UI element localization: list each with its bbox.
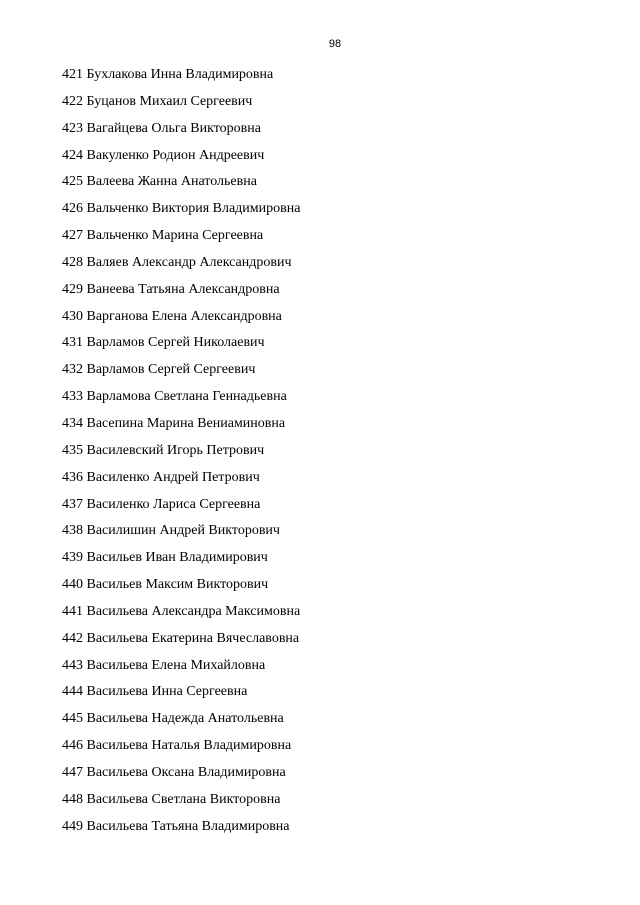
- list-item: 444 Васильева Инна Сергеевна: [62, 684, 248, 700]
- list-item: 427 Вальченко Марина Сергеевна: [62, 228, 264, 244]
- list-item: 428 Валяев Александр Александрович: [62, 254, 292, 270]
- list-item: 430 Варганова Елена Александровна: [62, 308, 282, 324]
- list-item: 421 Бухлакова Инна Владимировна: [62, 67, 274, 82]
- list-item: 426 Вальченко Виктория Владимировна: [62, 201, 301, 217]
- list-item: 423 Вагайцева Ольга Викторовна: [62, 120, 261, 136]
- list-item: 424 Вакуленко Родион Андреевич: [62, 147, 265, 163]
- list-item: 433 Варламова Светлана Геннадьевна: [62, 389, 287, 405]
- list-item: 431 Варламов Сергей Николаевич: [62, 335, 265, 351]
- list-item: 446 Васильева Наталья Владимировна: [62, 738, 292, 754]
- list-item: 422 Буцанов Михаил Сергеевич: [62, 93, 253, 109]
- list-item: 443 Васильева Елена Михайловна: [62, 657, 266, 673]
- list-item: 432 Варламов Сергей Сергеевич: [62, 362, 256, 378]
- page-number: 98: [328, 38, 342, 50]
- list-item: 439 Васильев Иван Владимирович: [62, 550, 268, 566]
- list-item: 434 Васепина Марина Вениаминовна: [62, 415, 286, 431]
- list-item: 449 Васильева Татьяна Владимировна: [62, 818, 290, 834]
- name-list: [62, 66, 300, 844]
- list-item: 447 Васильева Оксана Владимировна: [62, 764, 286, 780]
- list-item: 440 Васильев Максим Викторович: [62, 577, 269, 593]
- list-item: 448 Васильева Светлана Викторовна: [62, 791, 281, 807]
- list-item: 437 Василенко Лариса Сергеевна: [62, 496, 261, 512]
- list-item: 435 Василевский Игорь Петрович: [62, 442, 265, 458]
- list-item: 438 Василишин Андрей Викторович: [62, 523, 280, 539]
- list-item: 442 Васильева Екатерина Вячеславовна: [62, 630, 300, 646]
- list-item: 436 Василенко Андрей Петрович: [62, 469, 260, 485]
- list-item: 429 Ванеева Татьяна Александровна: [62, 281, 280, 297]
- list-item: 445 Васильева Надежда Анатольевна: [62, 711, 284, 727]
- list-item: 441 Васильева Александра Максимовна: [62, 603, 301, 619]
- list-item: 425 Валеева Жанна Анатольевна: [62, 174, 257, 190]
